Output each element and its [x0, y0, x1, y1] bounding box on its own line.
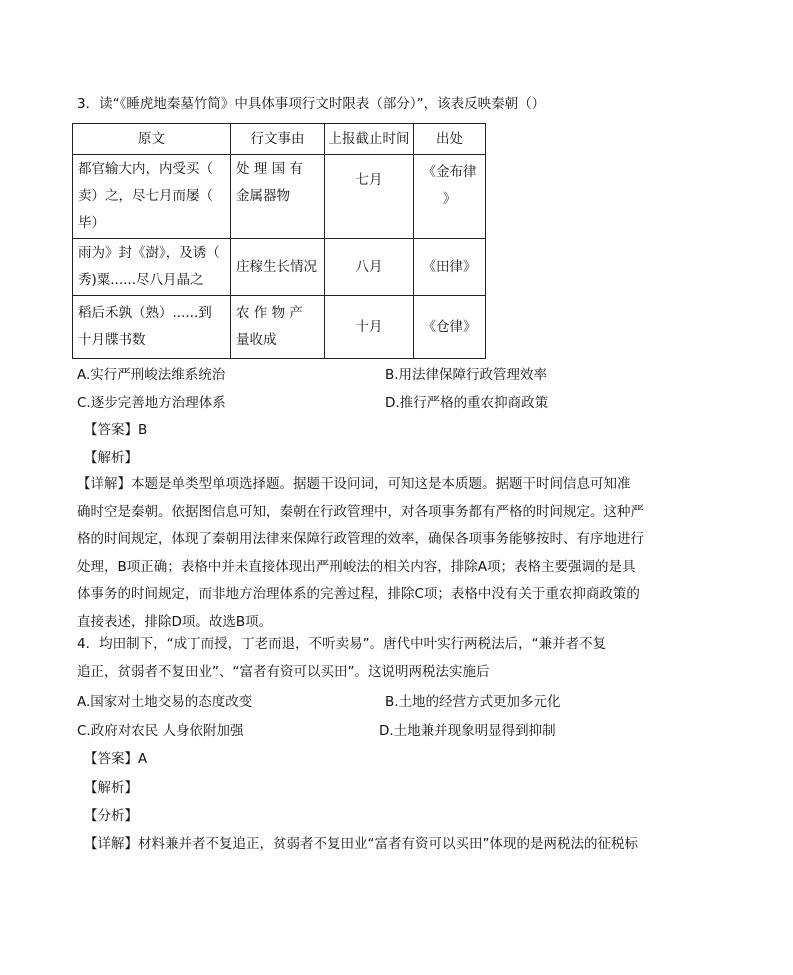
q3-answer: 【答案】B	[84, 422, 148, 438]
q3-option-c: C.逐步完善地方治理体系	[77, 395, 226, 411]
table-header-cell: 行文事由	[231, 124, 325, 155]
table-cell-deadline: 七月	[325, 155, 414, 239]
q3-option-d: D.推行严格的重农抑商政策	[385, 395, 549, 411]
table-cell-deadline: 十月	[325, 296, 414, 359]
table-row	[73, 239, 486, 296]
table-cell-source: 《田律》	[414, 239, 486, 296]
table-cell-text: 都官输大内，内受买（ 卖）之，尽七月而屡（ 毕）	[73, 155, 231, 239]
table-header-cell: 上报截止时间	[325, 124, 414, 155]
table-cell-reason: 农 作 物 产 量收成	[231, 296, 325, 359]
q3-detail: 【详解】本题是单类型单项选择题。据题干设问词，可知这是本质题。据题干时间信息可知准 确时空是秦朝。依据图信息可知，秦朝在行政管理中，对各项事务都有严格的时间规定。这种严 格的时间规定，体现了秦朝用法律来保障行政管理的效率，确保各项事务能够按时、有序地进行 处理，B项正确；表格中并未直接体现出严刑峻法的相关内容，排除A项；表格主要强调的是具 体事务的时间规定，而非地方治理体系的完善过程，排除C项；表格中没有关于重农抑商政策的 直接表述，排除D项。故选B项。	[77, 476, 644, 630]
table-cell-reason: 处 理 国 有 金属器物	[231, 155, 325, 239]
q4-option-c: C.政府对农民 人身依附加强	[77, 723, 244, 739]
q4-detail: 【详解】材料兼并者不复追正，贫弱者不复田业“富者有资可以买田”体现的是两税法的征税标	[84, 836, 638, 852]
q4-analysis-label: 【解析】	[84, 780, 138, 796]
q3-option-b: B.用法律保障行政管理效率	[385, 367, 548, 383]
q4-option-d: D.土地兼并现象明显得到抑制	[379, 723, 556, 739]
table-cell-reason: 庄稼生长情况	[231, 239, 325, 296]
q3-analysis-label: 【解析】	[84, 450, 138, 466]
q4-fenxi-label: 【分析】	[84, 808, 138, 824]
table-cell-text: 稻后禾孰（熟）......到 十月牒书数	[73, 296, 231, 359]
q4-option-a: A.国家对土地交易的态度改变	[77, 694, 253, 710]
table-cell-text: 雨为》封《澍》，及诱（ 秀)粟......尽八月晶之	[73, 239, 231, 296]
table-cell-source: 《仓律》	[414, 296, 486, 359]
q4-option-b: B.土地的经营方式更加多元化	[385, 694, 561, 710]
table-cell-source: 《金布律 》	[414, 155, 486, 239]
table-header-row	[73, 124, 486, 155]
table-cell-deadline: 八月	[325, 239, 414, 296]
q4-stem: 4．均田制下，“成丁而授，丁老而退，不听卖易”。唐代中叶实行两税法后，“兼并者不复 追正，贫弱者不复田业”、“富者有资可以买田”。这说明两税法实施后	[77, 636, 607, 680]
table-row	[73, 296, 486, 359]
table-header-cell: 出处	[414, 124, 486, 155]
q3-option-a: A.实行严刑峻法维系统治	[77, 367, 226, 383]
q3-stem: 3．读“《睡虎地秦墓竹简》中具体事项行文时限表（部分）”，该表反映秦朝（）	[77, 96, 546, 112]
table-header-cell: 原文	[73, 124, 231, 155]
q3-table	[72, 123, 486, 359]
q4-answer: 【答案】A	[84, 751, 148, 767]
table-row	[73, 155, 486, 239]
